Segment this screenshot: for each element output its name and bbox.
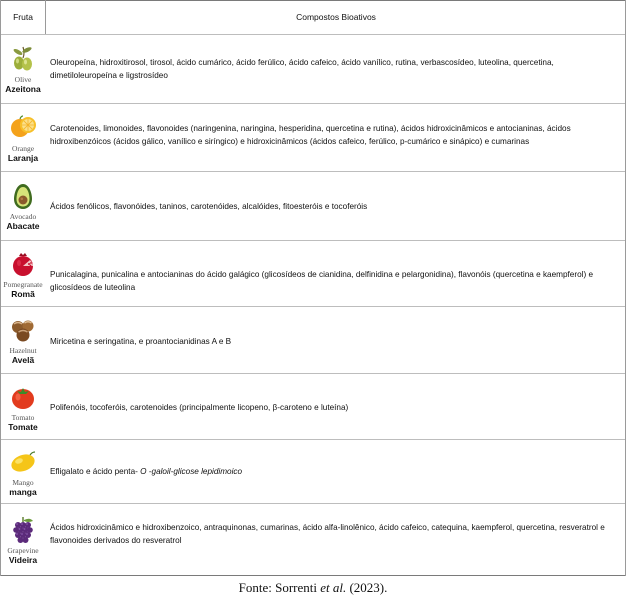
fruit-portuguese-name: manga bbox=[9, 486, 37, 497]
header-fruta: Fruta bbox=[13, 12, 33, 22]
compounds-cell: Oleuropeína, hidroxitirosol, tirosol, ácido cumárico, ácido ferúlico, ácido cafeico, ácido vanílico, rutina, verbascosídeo, luteolina, quercetina, dimetiloleuropeína e ligstrosídeo bbox=[50, 58, 554, 80]
table-row bbox=[0, 172, 626, 240]
fruit-english-name: Orange bbox=[11, 143, 35, 153]
table-row bbox=[0, 440, 626, 503]
compounds-cell bbox=[50, 440, 618, 503]
fruit-english-name: Pomegranate bbox=[3, 279, 43, 289]
pomegranate-icon bbox=[8, 249, 38, 279]
fruit-portuguese-name: Abacate bbox=[6, 221, 40, 231]
header-compostos: Compostos Bioativos bbox=[296, 12, 376, 22]
grapevine-icon bbox=[8, 515, 38, 545]
fruit-portuguese-name: Romã bbox=[11, 288, 35, 299]
fruit-cell bbox=[0, 374, 46, 439]
fruit-portuguese-name: Tomate bbox=[8, 421, 38, 432]
table-row bbox=[0, 241, 626, 306]
fruit-cell bbox=[0, 35, 46, 103]
compounds-cell: Miricetina e seringatina, e proantocianidinas A e B bbox=[50, 337, 232, 346]
fruit-cell bbox=[0, 172, 46, 240]
fruit-portuguese-name: Laranja bbox=[7, 152, 39, 163]
fruit-cell bbox=[0, 504, 46, 575]
table-row bbox=[0, 35, 626, 103]
orange-icon bbox=[8, 113, 38, 143]
fruit-english-name: Tomato bbox=[11, 412, 35, 422]
source-caption bbox=[0, 580, 626, 596]
table-row bbox=[0, 104, 626, 171]
hazelnut-icon bbox=[8, 315, 38, 345]
caption-italic: et al. bbox=[320, 580, 347, 595]
compounds-cell: Carotenoides, limonoides, flavonoides (naringenina, naringina, hesperidina, quercetina e rutina), ácidos hidroxicinâmicos e antocianinas, ácidos hidroxibenzóicos (ácidos gálico, vanílico e siríngico) e hidroxicinâmicos (ácidos cafeico, ferúlico, p-cumárico e sinápico) e cumarinas bbox=[50, 124, 571, 146]
olive-icon bbox=[8, 44, 38, 74]
compounds-italic-text: O -galoil-glicose lepidimoico bbox=[140, 467, 243, 476]
fruit-english-name: Grapevine bbox=[7, 545, 39, 555]
caption-suffix: (2023). bbox=[346, 580, 388, 595]
caption-prefix: Fonte: Sorrenti bbox=[238, 580, 321, 595]
compounds-cell: Punicalagina, punicalina e antocianinas do ácido galágico (glicosídeos de cianidina, delfinidina e pelargonidina), flavonóis (quercetina e kaempferol) e glicosídeos de luteolina bbox=[50, 270, 594, 292]
fruit-cell bbox=[0, 440, 46, 503]
fruit-cell bbox=[0, 241, 46, 306]
fruit-cell bbox=[0, 307, 46, 373]
table-bottom-border bbox=[0, 575, 626, 576]
fruit-portuguese-name: Azeitona bbox=[5, 84, 41, 94]
fruit-english-name: Olive bbox=[14, 75, 32, 84]
table-row bbox=[0, 307, 626, 373]
table-row bbox=[0, 374, 626, 439]
mango-icon bbox=[8, 447, 38, 477]
fruit-portuguese-name: Videira bbox=[8, 554, 38, 565]
compounds-cell: Ácidos fenólicos, flavonóides, taninos, carotenóides, alcalóides, fitoesteróis e tocoferóis bbox=[50, 201, 368, 211]
avocado-icon bbox=[8, 181, 38, 211]
compounds-text: Efligalato e ácido penta- bbox=[50, 467, 138, 476]
fruit-portuguese-name: Avelã bbox=[11, 355, 35, 365]
table-row bbox=[0, 504, 626, 575]
fruit-english-name: Avocado bbox=[9, 212, 37, 221]
fruit-english-name: Mango bbox=[12, 477, 34, 487]
fruit-cell bbox=[0, 104, 46, 171]
compounds-cell: Ácidos hidroxicinâmico e hidroxibenzoico, antraquinonas, cumarinas, ácido alfa-linolênico, ácido cafeico, catequina, kaempferol, quercetina, resveratrol e flavonoides derivados do resveratrol bbox=[50, 523, 605, 545]
tomato-icon bbox=[8, 382, 38, 412]
compounds-cell: Polifenóis, tocoferóis, carotenoides (principalmente licopeno, β-caroteno e luteína) bbox=[50, 403, 349, 412]
fruit-english-name: Hazelnut bbox=[9, 346, 37, 355]
